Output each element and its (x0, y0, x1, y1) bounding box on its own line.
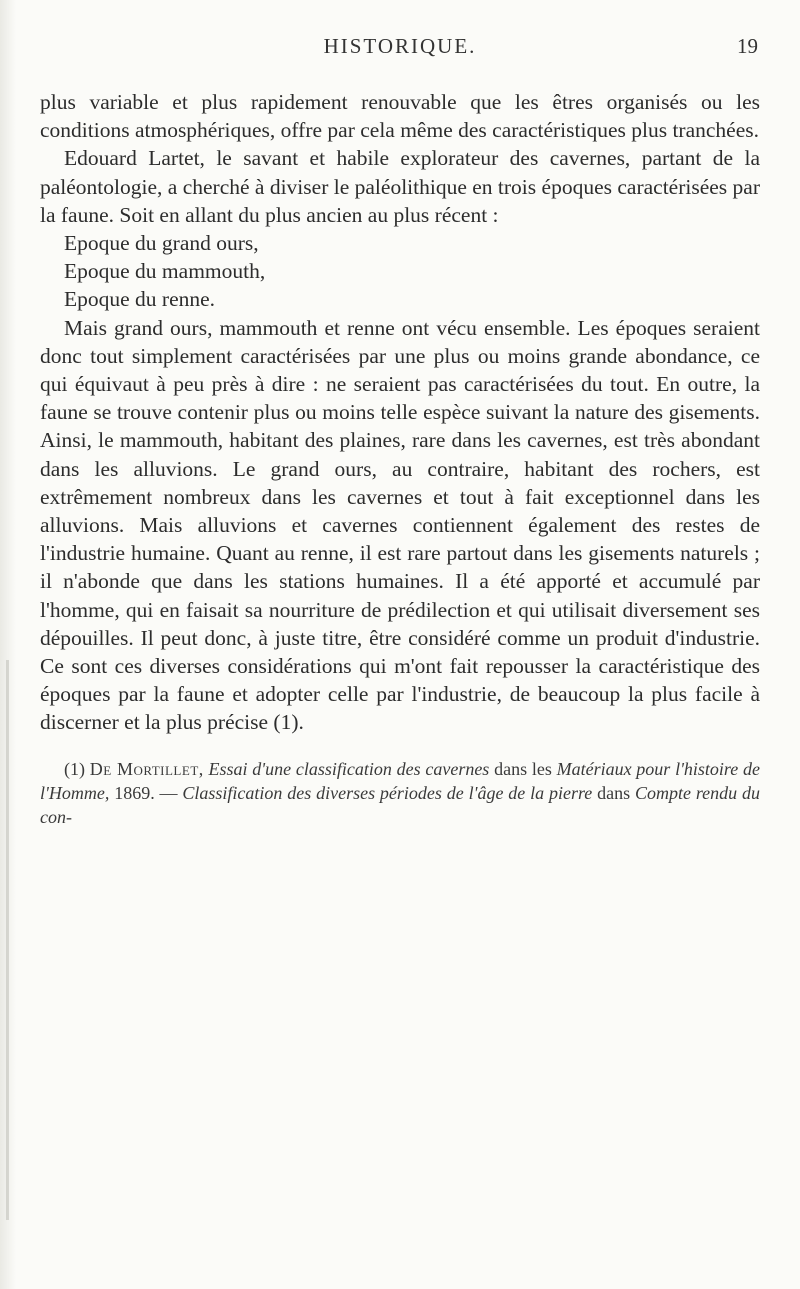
page-number: 19 (737, 34, 758, 58)
running-head: HISTORIQUE. (323, 34, 477, 58)
footnote-text: dans (592, 782, 635, 803)
footnote-title: Essai d'une classification des cavernes (208, 758, 490, 779)
epoch-item: Epoque du renne. (64, 287, 216, 312)
book-page (40, 0, 760, 829)
paragraph-continuation: plus variable et plus rapidement renouvable que les êtres organisés ou les conditions atmosphériques, offre par cela même des caractéristiques plus tranchées. (40, 90, 760, 143)
page-header (40, 0, 760, 88)
body-text (40, 88, 760, 737)
paragraph-fauna: Mais grand ours, mammouth et renne ont vécu ensemble. Les époques seraient donc tout simplement caractérisées par une plus ou moins grande abondance, ce qui équivaut à peu près à dire : ne seraient pas caractérisées du tout. En outre, la faune se trouve contenir plus ou moins telle espèce suivant la nature des gisements. Ainsi, le mammouth, habitant des plaines, rare dans les cavernes, est très abondant dans les alluvions. Le grand ours, au contraire, habitant des rochers, est extrêmement nombreux dans les cavernes et tout à fait exceptionnel dans les alluvions. Mais alluvions et cavernes contiennent également des restes de l'industrie humaine. Quant au renne, il est rare partout dans les gisements naturels ; il n'abonde que dans les stations humaines. Il a été apporté et accumulé par l'homme, qui en faisait sa nourriture de prédilection et qui utilisait diversement ses dépouilles. Il peut donc, à juste titre, être considéré comme un produit d'industrie. Ce sont ces diverses considérations qui m'ont fait repousser la caractéristique des époques par la faune et adopter celle par l'industrie, de beaucoup la plus facile à discerner et la plus précise (1). (40, 315, 760, 735)
footnote-author: De Mortillet, (89, 758, 204, 779)
footnote-title: Compte rendu du con- (40, 782, 761, 827)
footnote-text: dans les (489, 758, 557, 779)
paragraph-lartet: Edouard Lartet, le savant et habile explorateur des cavernes, partant de la paléontologie, a cherché à diviser le paléolithique en trois époques caractérisées par la faune. Soit en allant du plus ancien au plus récent : (40, 146, 760, 227)
footnote-text: 1869. — (109, 782, 183, 803)
epoch-item: Epoque du grand ours, (64, 231, 259, 256)
footnote-title: Classification des diverses périodes de l'âge de la pierre (182, 782, 593, 803)
footnote (40, 757, 760, 829)
footnote-marker: (1) (64, 758, 85, 779)
footnote-title: Matériaux pour l'histoire de l'Homme, (40, 758, 760, 803)
epoch-item: Epoque du mammouth, (64, 259, 266, 284)
binding-gutter (6, 660, 9, 1220)
